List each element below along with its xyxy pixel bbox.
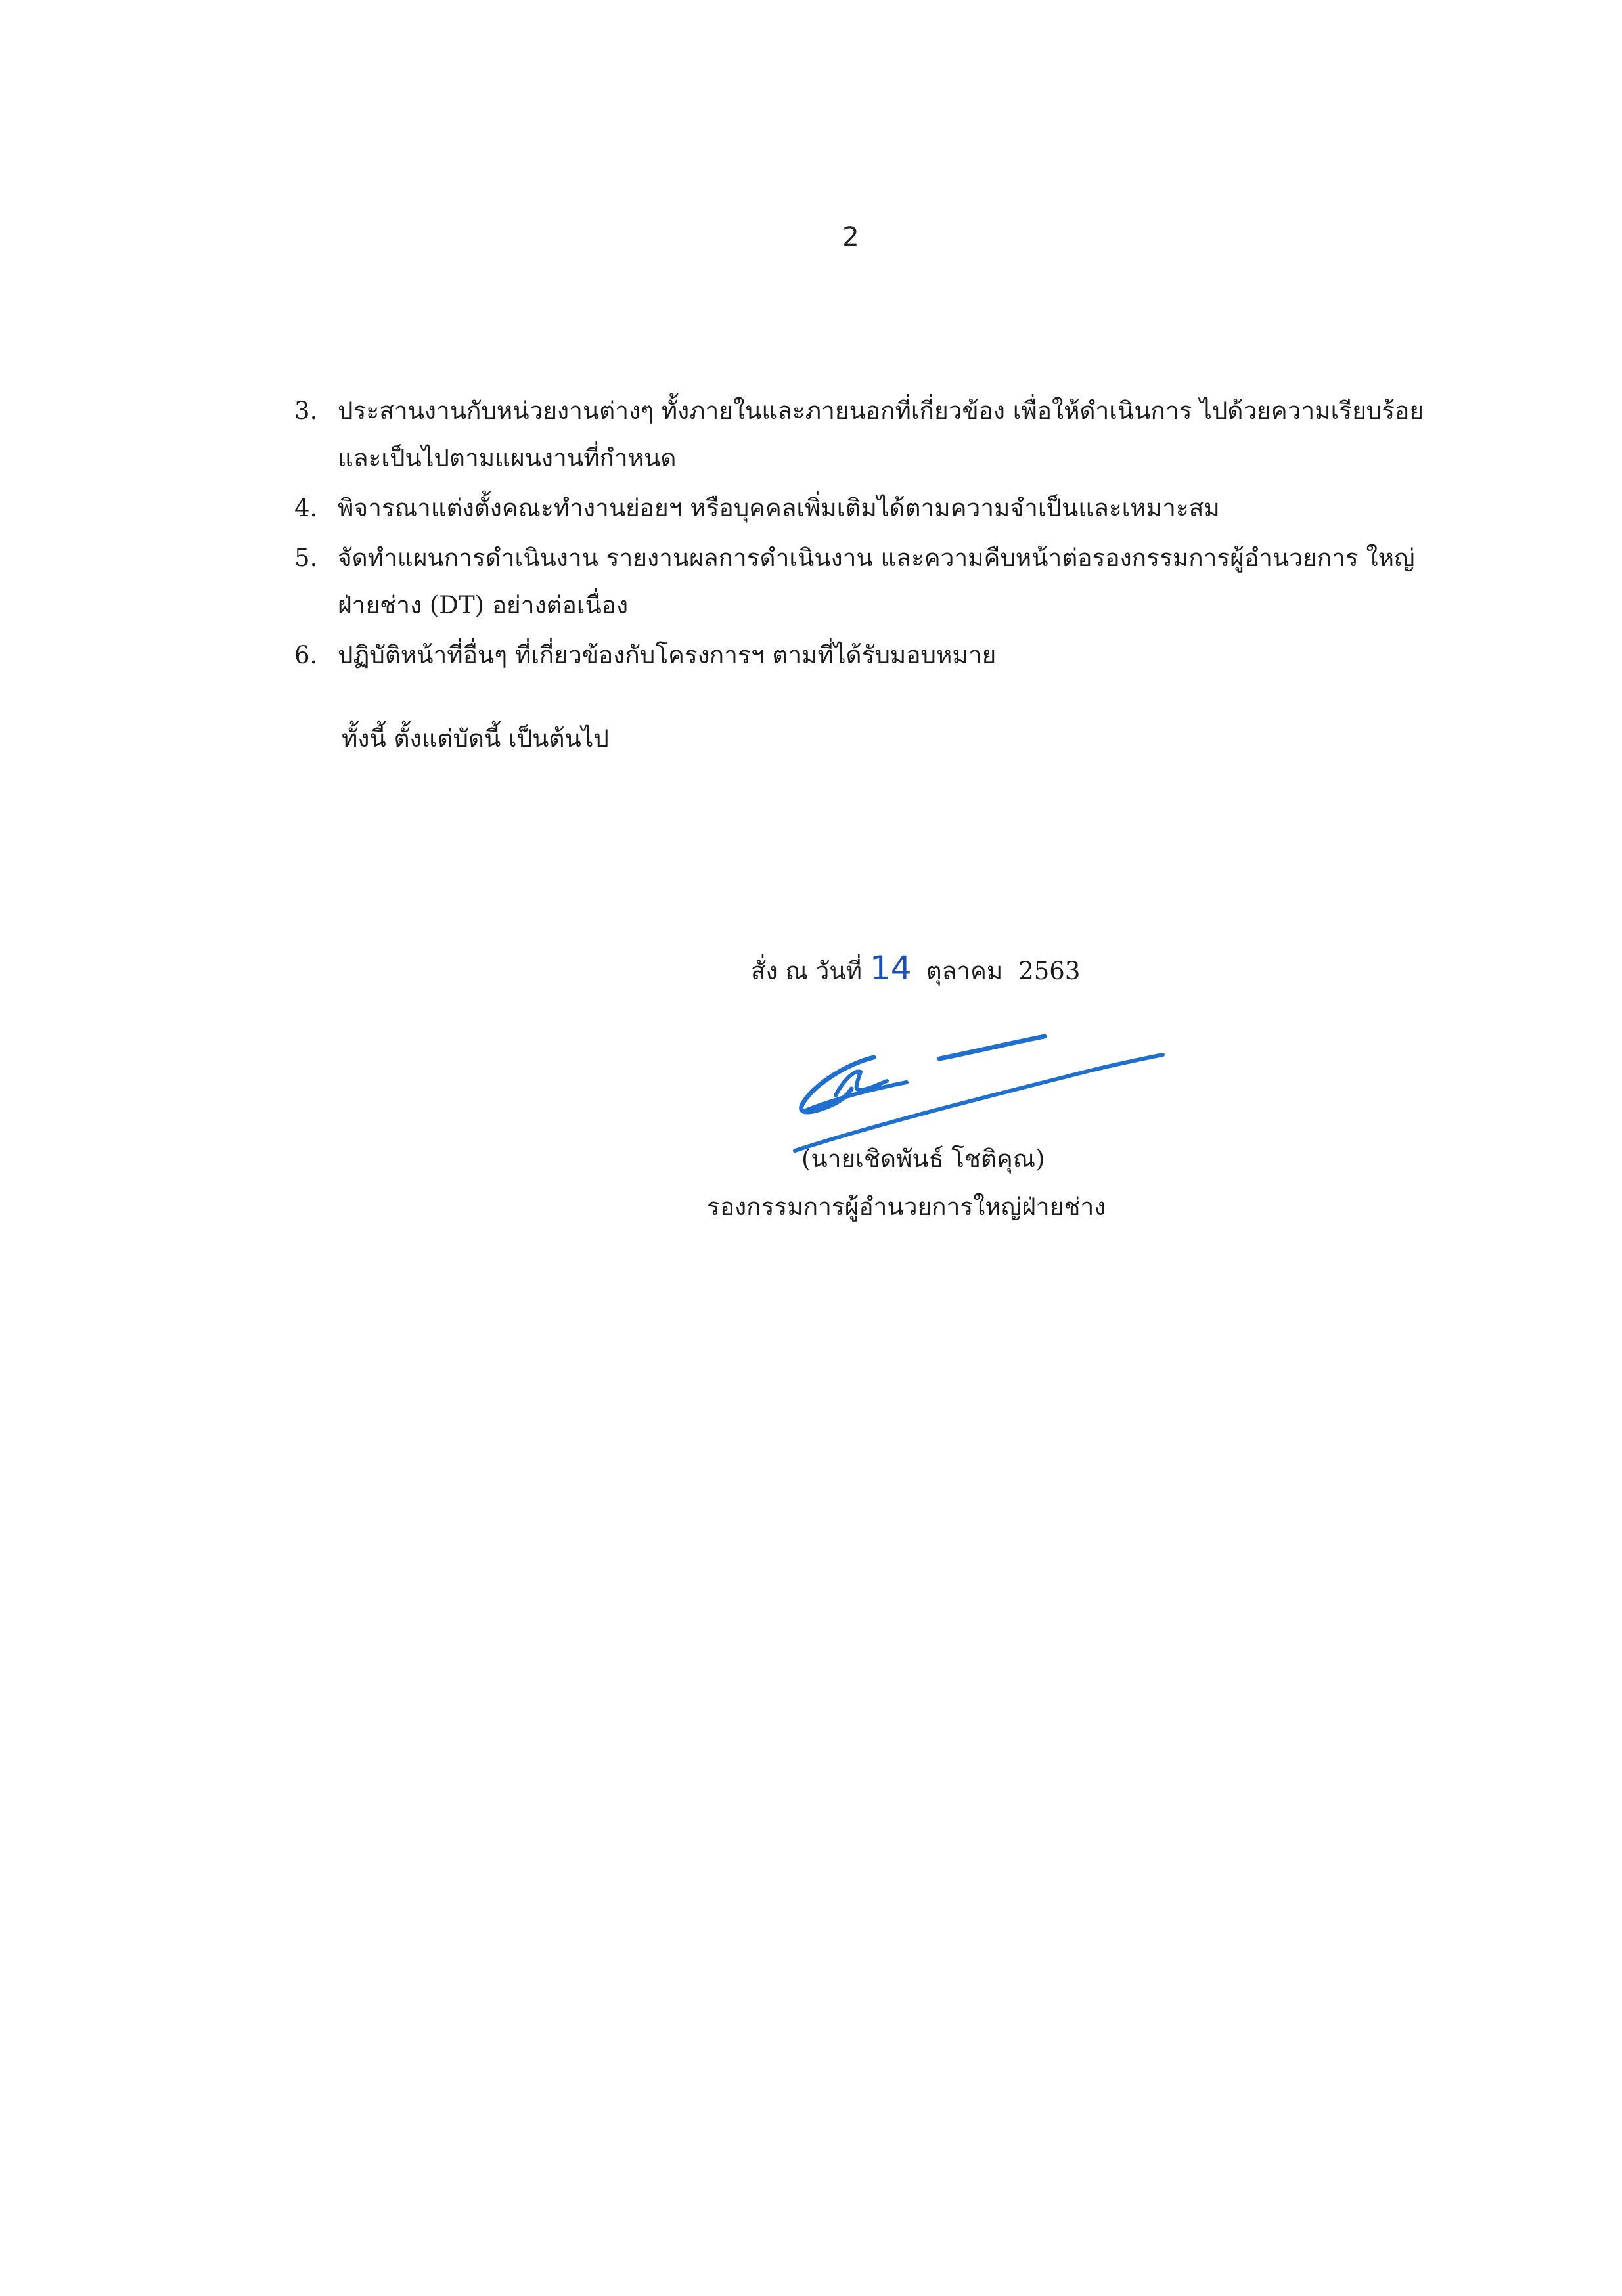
duty-number: 3. (294, 397, 318, 425)
duty-text: ปฏิบัติหน้าที่อื่นๆ ที่เกี่ยวข้องกับโครงการฯ ตามที่ได้รับมอบหมาย (338, 641, 997, 669)
signer-title: รองกรรมการผู้อำนวยการใหญ่ฝ่ายช่าง (707, 1193, 1106, 1221)
signature-stroke (795, 1055, 1163, 1151)
order-date-prefix: สั่ง ณ วันที่ (751, 957, 862, 985)
order-date-year: 2563 (1018, 957, 1081, 985)
duty-item (294, 485, 1464, 532)
duty-list (294, 387, 1464, 682)
duty-item (294, 535, 1464, 629)
duty-item (294, 632, 1464, 679)
duty-text: พิจารณาแต่งตั้งคณะทำงานย่อยฯ หรือบุคคลเพิ่มเติมได้ตามความจำเป็นและเหมาะสม (338, 494, 1220, 522)
duty-number: 6. (294, 641, 318, 669)
duty-text: จัดทำแผนการดำเนินงาน รายงานผลการดำเนินงาน และความคืบหน้าต่อรองกรรมการผู้อำนวยการ ใหญ่ ฝ่ายช่าง (DT) อย่างต่อเนื่อง (338, 544, 1415, 619)
signature-stroke (801, 1057, 874, 1112)
handwritten-signature (775, 998, 1169, 1156)
closing-statement: ทั้งนี้ ตั้งแต่บัดนี้ เป็นต้นไป (342, 724, 609, 753)
duty-text: ประสานงานกับหน่วยงานต่างๆ ทั้งภายในและภายนอกที่เกี่ยวข้อง เพื่อให้ดำเนินการ ไปด้วยความเรียบร้อย และเป็นไปตามแผนงานที่กำหนด (338, 397, 1424, 472)
order-date-day: 14 (869, 949, 912, 987)
page-number: 2 (842, 222, 859, 252)
duty-item (294, 387, 1464, 482)
order-date-month: ตุลาคม (926, 957, 1003, 985)
duty-number: 4. (294, 494, 318, 522)
order-date (751, 949, 1080, 990)
signature-stroke (939, 1036, 1045, 1059)
duty-number: 5. (294, 544, 318, 572)
signer-name: (นายเชิดพันธ์ โชติคุณ) (801, 1145, 1045, 1173)
